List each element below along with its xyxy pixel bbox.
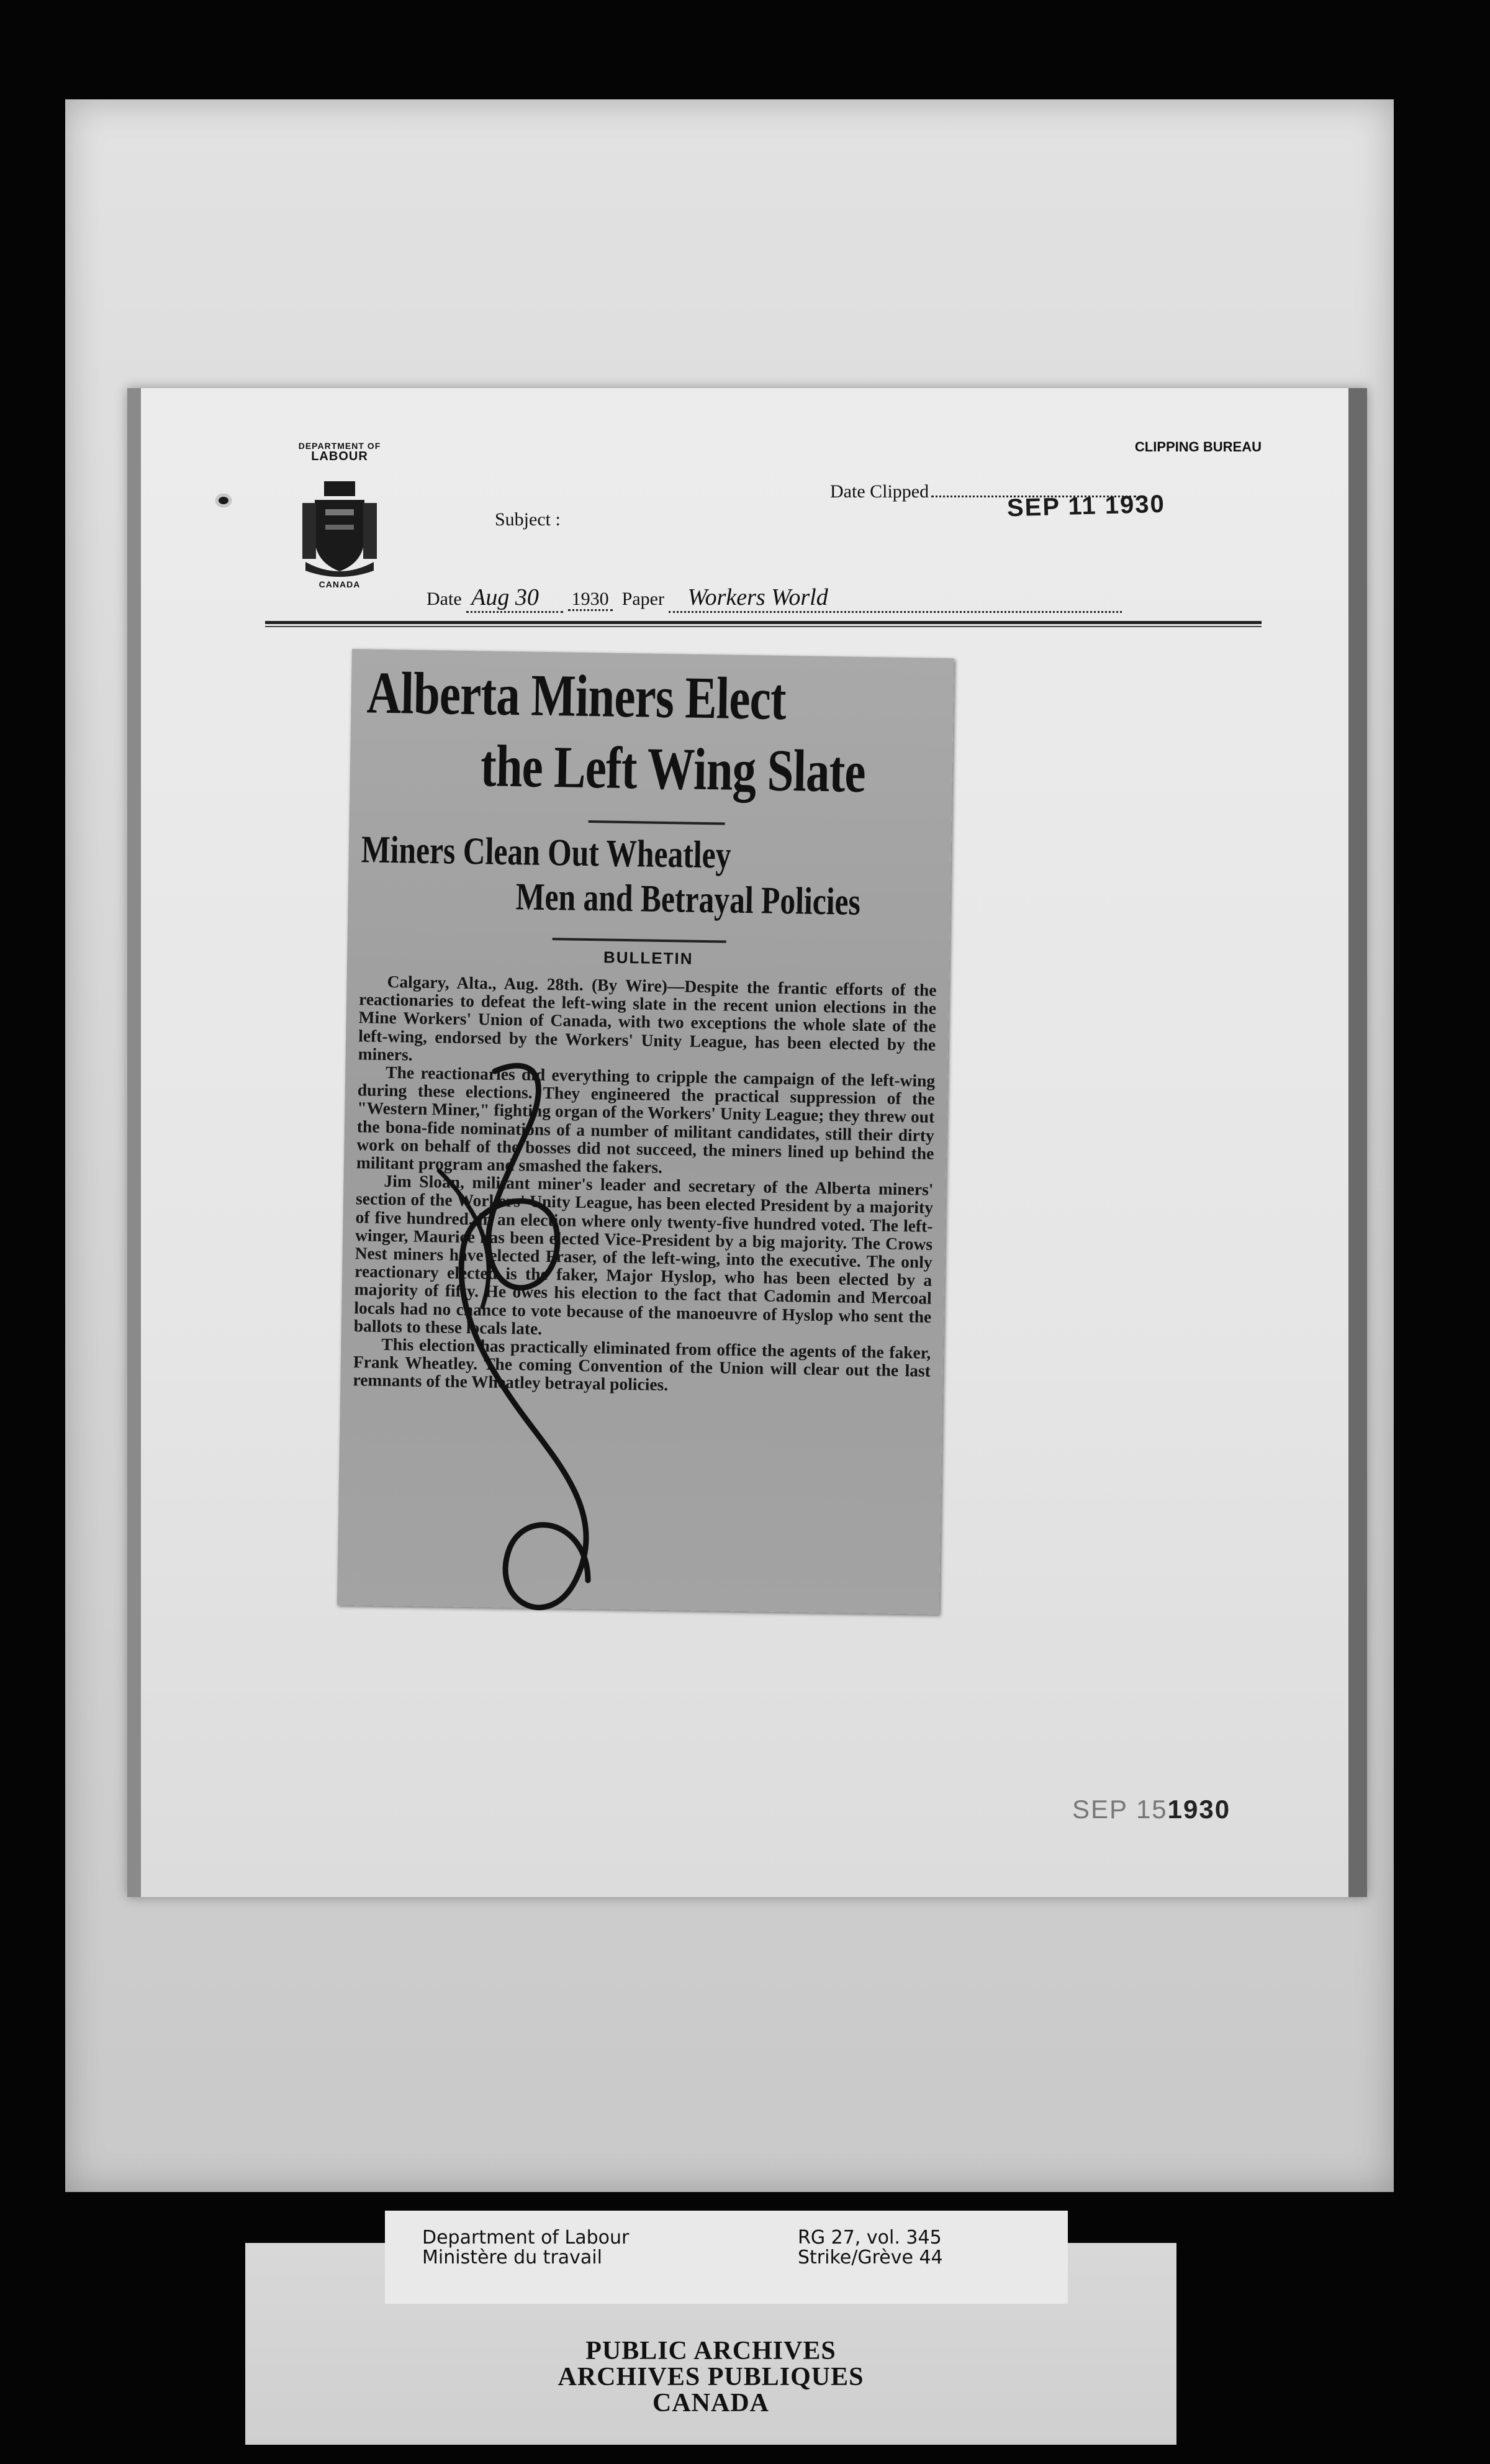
date-year: 1930 xyxy=(568,589,613,611)
archives-name-fr: ARCHIVES PUBLIQUES xyxy=(558,2363,864,2391)
coat-of-arms-icon xyxy=(299,475,380,578)
article-paragraph: This election has practically eliminated from office the agents of the faker, Frank Wheatley. The coming Convention of the Union will clear out the last remnants of the Wheatley betrayal policies. xyxy=(353,1334,931,1395)
headline-separator xyxy=(589,820,725,825)
date-label: Date xyxy=(427,589,462,609)
article-paragraph: The reactionaries did everything to cripple the campaign of the left-wing during these elections. They engineered the practical suppression of the "Western Miner," fighting organ of the Workers' Unity League; they threw out the bona-fide nominations of a number of militant candidates, still their dirty work on behalf of the bosses did not succeed, the miners lined up behind the militant program and smashed the fakers. xyxy=(356,1062,936,1177)
article-paragraph: Jim Sloan, militant miner's leader and secretary of the Alberta miners' section of the Workers' Unity League, has been elected President by a majority of five hundred, in an election where only twenty-five hundred voted. The left-winger, Maurice has been elected Vice-President by a big majority. The Crows Nest miners have elected Fraser, of the left-wing, into the executive. The only reactionary elected is the faker, Major Hyslop, who has been elected by a majority of fifty. He owes his election to the fact that Cadomin and Mercoal locals had no chance to vote because of the manoeuvre of Hyslop who sent the ballots to these locals late. xyxy=(353,1171,934,1338)
record-group-ref: RG 27, vol. 345 xyxy=(798,2227,942,2249)
archives-name-en: PUBLIC ARCHIVES xyxy=(585,2337,836,2365)
archives-reference-slip xyxy=(385,2211,1068,2304)
paper-label: Paper xyxy=(621,589,664,609)
department-line-2: LABOUR xyxy=(311,450,368,463)
article-paragraph: Calgary, Alta., Aug. 28th. (By Wire)—Despite the frantic efforts of the reactionaries to defeat the left-wing slate in the recent union elections in the Mine Workers' Union of Canada, with two exceptions the whole slate of the left-wing, endorsed by the Workers' Unity League, has been elected by the miners. xyxy=(358,971,937,1064)
clipping-bureau-form xyxy=(127,388,1367,1897)
received-stamp-year: 1930 xyxy=(1167,1795,1231,1824)
newspaper-clipping xyxy=(337,649,954,1615)
article-body xyxy=(353,972,936,1398)
subhead-line-1: Miners Clean Out Wheatley xyxy=(361,828,731,877)
strike-ref: Strike/Grève 44 xyxy=(798,2247,943,2268)
archives-country: CANADA xyxy=(652,2389,769,2417)
department-en: Department of Labour xyxy=(422,2227,630,2249)
date-paper-row xyxy=(427,584,1122,613)
subhead-line-2: Men and Betrayal Policies xyxy=(515,876,861,923)
date-clipped-stamp: SEP 11 1930 xyxy=(1006,490,1166,522)
bulletin-kicker: BULLETIN xyxy=(603,948,693,968)
subject-label: Subject : xyxy=(495,509,561,530)
department-heading xyxy=(278,441,402,462)
bureau-title: CLIPPING BUREAU xyxy=(1134,439,1262,455)
department-country: CANADA xyxy=(318,579,361,589)
department-line-1: DEPARTMENT OF xyxy=(298,441,381,451)
punch-hole xyxy=(215,494,232,507)
form-divider-rule xyxy=(265,621,1262,627)
headline-line-1: Alberta Miners Elect xyxy=(366,659,787,732)
received-stamp-date: SEP 15 xyxy=(1072,1795,1168,1824)
paper-handwritten: Workers World xyxy=(669,584,1122,613)
subhead-separator xyxy=(553,938,726,943)
date-clipped-label: Date Clipped xyxy=(830,481,929,502)
date-handwritten: Aug 30 xyxy=(466,584,563,613)
received-stamp xyxy=(1072,1795,1230,1824)
department-fr: Ministère du travail xyxy=(422,2247,602,2268)
headline-line-2: the Left Wing Slate xyxy=(480,732,866,805)
